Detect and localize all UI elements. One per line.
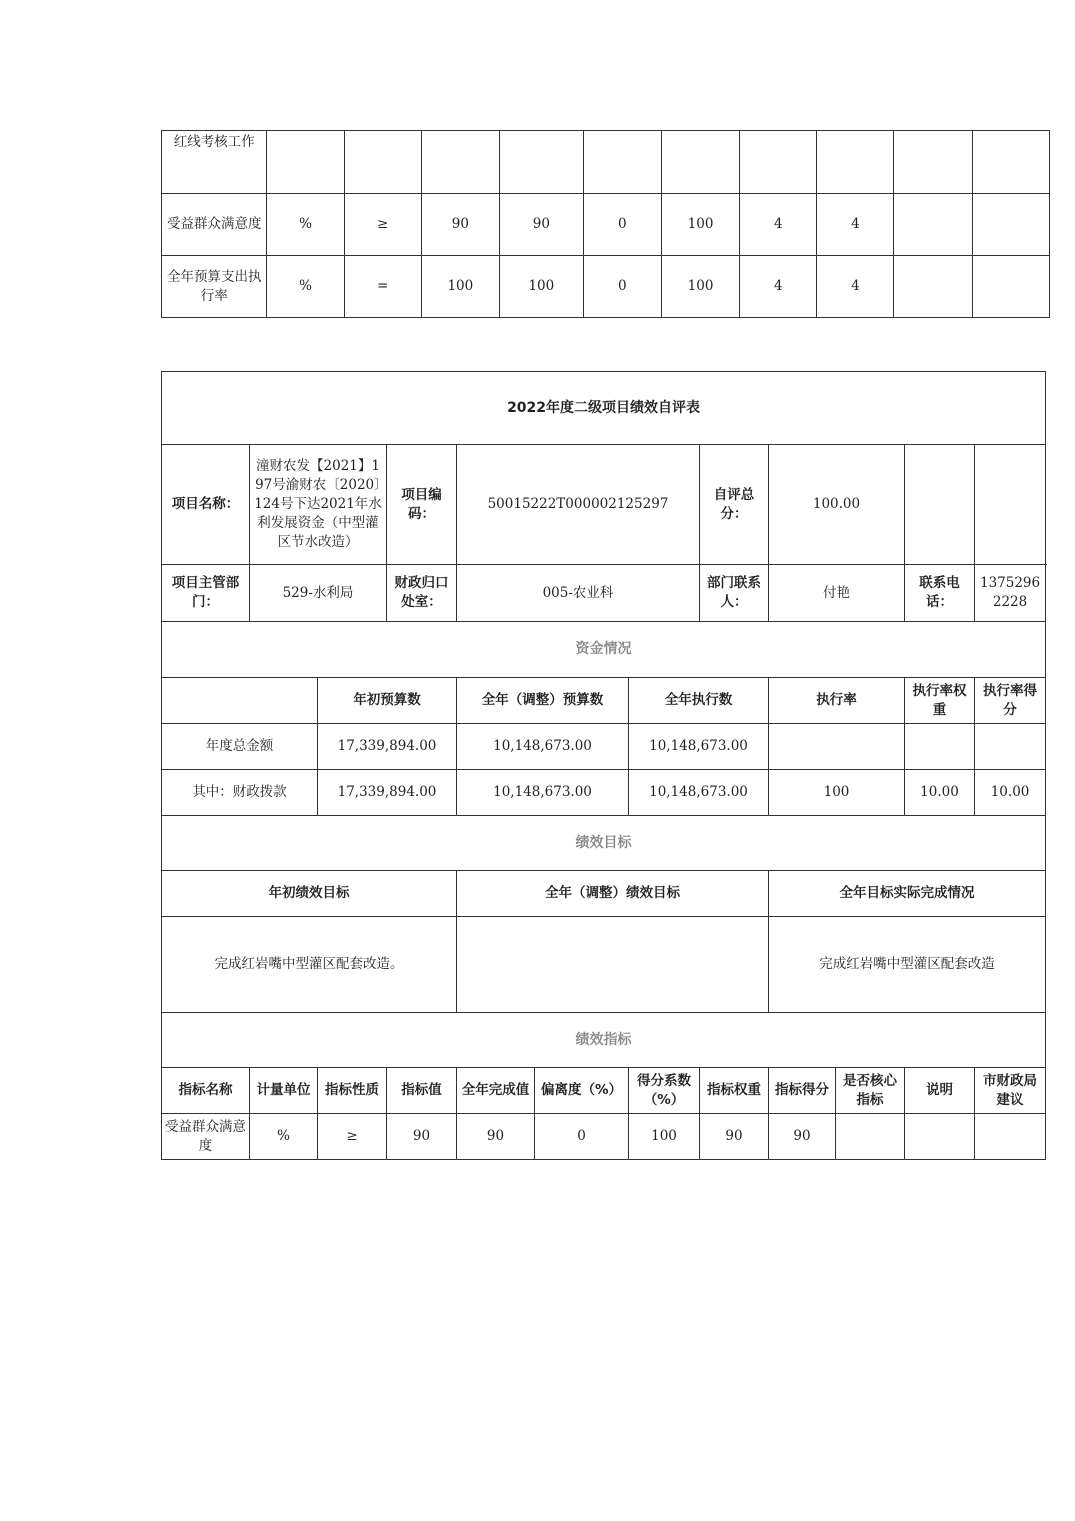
cell bbox=[267, 131, 344, 194]
cell: 4 bbox=[817, 194, 894, 256]
cell bbox=[499, 131, 583, 194]
indicator-header-cell: 指标权重 bbox=[700, 1068, 769, 1114]
goals-value-cell: 完成红岩嘴中型灌区配套改造 bbox=[769, 917, 1046, 1013]
cell: 90 bbox=[499, 194, 583, 256]
finance-label: 财政归口处室： bbox=[387, 565, 457, 622]
cell bbox=[583, 131, 661, 194]
cell: 100 bbox=[499, 256, 583, 318]
indicator-name-cell: 全年预算支出执行率 bbox=[162, 256, 267, 318]
cell bbox=[894, 256, 972, 318]
funds-cell bbox=[975, 724, 1046, 770]
funds-header-cell: 全年执行数 bbox=[629, 678, 769, 724]
goals-value-row bbox=[162, 917, 1046, 1013]
indicator-header-cell: 市财政局建议 bbox=[975, 1068, 1046, 1114]
project-name-label: 项目名称： bbox=[162, 445, 250, 565]
self-evaluation-form bbox=[161, 371, 1046, 1160]
funds-cell: 其中：财政拨款 bbox=[162, 770, 318, 816]
indicator-cell: 90 bbox=[457, 1114, 535, 1160]
indicator-cell bbox=[836, 1114, 905, 1160]
goals-header-cell: 全年目标实际完成情况 bbox=[769, 871, 1046, 917]
indicator-cell: 受益群众满意度 bbox=[162, 1114, 250, 1160]
funds-header-cell: 年初预算数 bbox=[318, 678, 457, 724]
cell bbox=[972, 256, 1049, 318]
funds-header-cell: 执行率 bbox=[769, 678, 905, 724]
indicator-cell: % bbox=[250, 1114, 318, 1160]
indicator-cell: 0 bbox=[535, 1114, 629, 1160]
dept-info-row bbox=[162, 565, 1046, 622]
funds-cell: 10,148,673.00 bbox=[629, 770, 769, 816]
funds-cell: 100 bbox=[769, 770, 905, 816]
cell: 4 bbox=[817, 256, 894, 318]
table-row bbox=[162, 194, 1050, 256]
phone-label: 联系电话： bbox=[905, 565, 975, 622]
cell: 0 bbox=[583, 256, 661, 318]
cell: % bbox=[267, 194, 344, 256]
cell bbox=[817, 131, 894, 194]
indicator-header-cell: 偏离度（%） bbox=[535, 1068, 629, 1114]
goals-header-cell: 全年（调整）绩效目标 bbox=[457, 871, 769, 917]
funds-cell bbox=[769, 724, 905, 770]
project-info-row bbox=[162, 445, 1046, 565]
cell bbox=[421, 131, 499, 194]
funds-cell: 10,148,673.00 bbox=[629, 724, 769, 770]
funds-cell: 10.00 bbox=[905, 770, 975, 816]
cell bbox=[894, 131, 972, 194]
project-code-label: 项目编码： bbox=[387, 445, 457, 565]
score-value: 100.00 bbox=[769, 445, 905, 565]
score-label: 自评总分： bbox=[700, 445, 769, 565]
dept-value: 529-水利局 bbox=[250, 565, 387, 622]
cell bbox=[740, 131, 817, 194]
funds-header-cell: 执行率权重 bbox=[905, 678, 975, 724]
funds-cell: 17,339,894.00 bbox=[318, 724, 457, 770]
indicator-name-cell: 受益群众满意度 bbox=[162, 194, 267, 256]
empty-cell bbox=[905, 445, 975, 565]
cell bbox=[972, 194, 1049, 256]
contact-value: 付艳 bbox=[769, 565, 905, 622]
indicator-header-cell: 全年完成值 bbox=[457, 1068, 535, 1114]
phone-value: 13752962228 bbox=[975, 565, 1046, 622]
goals-section-title: 绩效目标 bbox=[162, 816, 1046, 871]
table-row bbox=[162, 1114, 1046, 1160]
indicator-header-cell: 计量单位 bbox=[250, 1068, 318, 1114]
goals-section-row bbox=[162, 816, 1046, 871]
goals-value-cell: 完成红岩嘴中型灌区配套改造。 bbox=[162, 917, 457, 1013]
goals-header-cell: 年初绩效目标 bbox=[162, 871, 457, 917]
cell: 100 bbox=[661, 256, 739, 318]
cell: 4 bbox=[740, 194, 817, 256]
indicator-cell: 90 bbox=[387, 1114, 457, 1160]
contact-label: 部门联系人： bbox=[700, 565, 769, 622]
indicator-cell bbox=[905, 1114, 975, 1160]
cell bbox=[661, 131, 739, 194]
indicator-cell: 90 bbox=[769, 1114, 836, 1160]
project-code-value: 50015222T000002125297 bbox=[457, 445, 700, 565]
top-indicator-table bbox=[161, 130, 1050, 318]
indicator-header-row bbox=[162, 1068, 1046, 1114]
indicator-header-cell: 指标名称 bbox=[162, 1068, 250, 1114]
indicators-section-title: 绩效指标 bbox=[162, 1013, 1046, 1068]
funds-cell: 10.00 bbox=[975, 770, 1046, 816]
funds-header-row bbox=[162, 678, 1046, 724]
dept-label: 项目主管部门： bbox=[162, 565, 250, 622]
indicators-section-row bbox=[162, 1013, 1046, 1068]
funds-cell: 年度总金额 bbox=[162, 724, 318, 770]
cell: 100 bbox=[661, 194, 739, 256]
empty-cell bbox=[975, 445, 1046, 565]
table-row bbox=[162, 256, 1050, 318]
cell: 4 bbox=[740, 256, 817, 318]
goals-value-cell bbox=[457, 917, 769, 1013]
cell: ≥ bbox=[344, 194, 421, 256]
funds-header-cell bbox=[162, 678, 318, 724]
indicator-header-cell: 指标性质 bbox=[318, 1068, 387, 1114]
title-row bbox=[162, 372, 1046, 445]
cell bbox=[894, 194, 972, 256]
indicator-header-cell: 指标值 bbox=[387, 1068, 457, 1114]
funds-cell: 10,148,673.00 bbox=[457, 770, 629, 816]
indicator-header-cell: 说明 bbox=[905, 1068, 975, 1114]
cell bbox=[972, 131, 1049, 194]
indicator-cell bbox=[975, 1114, 1046, 1160]
table-row bbox=[162, 770, 1046, 816]
indicator-name-cell: 红线考核工作 bbox=[162, 131, 267, 194]
table-row bbox=[162, 724, 1046, 770]
cell: = bbox=[344, 256, 421, 318]
cell: 0 bbox=[583, 194, 661, 256]
indicator-cell: 100 bbox=[629, 1114, 700, 1160]
funds-cell bbox=[905, 724, 975, 770]
table-row bbox=[162, 131, 1050, 194]
funds-cell: 10,148,673.00 bbox=[457, 724, 629, 770]
cell: 90 bbox=[421, 194, 499, 256]
indicator-header-cell: 指标得分 bbox=[769, 1068, 836, 1114]
goals-header-row bbox=[162, 871, 1046, 917]
form-title: 2022年度二级项目绩效自评表 bbox=[162, 372, 1046, 445]
indicator-cell: 90 bbox=[700, 1114, 769, 1160]
funds-section-row bbox=[162, 622, 1046, 678]
cell: % bbox=[267, 256, 344, 318]
indicator-header-cell: 是否核心指标 bbox=[836, 1068, 905, 1114]
project-name-value: 潼财农发【2021】197号渝财农〔2020〕124号下达2021年水利发展资金（中型灌区节水改造） bbox=[250, 445, 387, 565]
cell bbox=[344, 131, 421, 194]
indicator-cell: ≥ bbox=[318, 1114, 387, 1160]
funds-cell: 17,339,894.00 bbox=[318, 770, 457, 816]
funds-section-title: 资金情况 bbox=[162, 622, 1046, 678]
funds-header-cell: 执行率得分 bbox=[975, 678, 1046, 724]
indicator-header-cell: 得分系数（%） bbox=[629, 1068, 700, 1114]
funds-header-cell: 全年（调整）预算数 bbox=[457, 678, 629, 724]
cell: 100 bbox=[421, 256, 499, 318]
finance-value: 005-农业科 bbox=[457, 565, 700, 622]
